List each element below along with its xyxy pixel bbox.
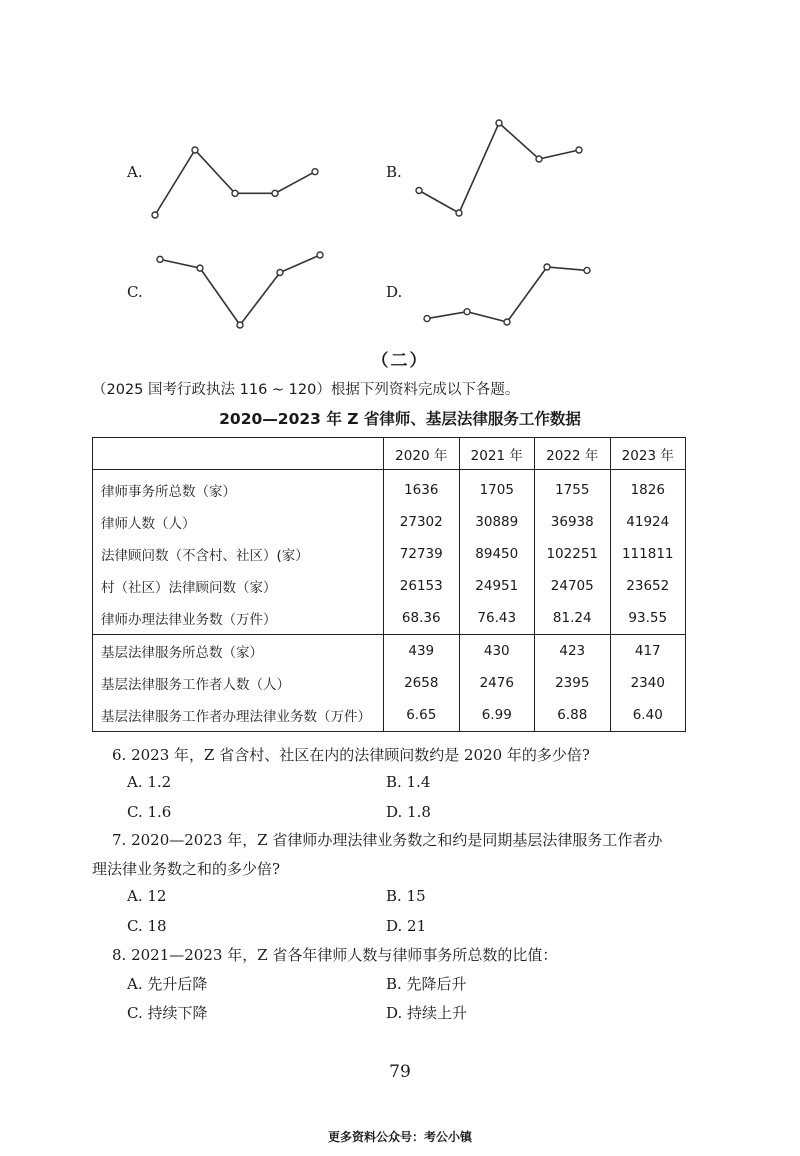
table-cell: 6.99 <box>459 699 535 732</box>
row-label: 律师办理法律业务数（万件） <box>93 602 384 635</box>
graph-option-d <box>422 262 592 327</box>
table-row <box>93 667 686 699</box>
table-cell: 89450 <box>459 538 535 570</box>
footer-text: 更多资料公众号：考公小镇 <box>327 1130 472 1144</box>
table-row <box>93 470 686 507</box>
question-8-option-c[interactable]: C. 持续下降 <box>127 1004 208 1022</box>
header-cell: 2020 年 <box>384 438 460 470</box>
header-cell: 2022 年 <box>535 438 611 470</box>
graph-option-a <box>150 145 320 220</box>
question-7-option-b[interactable]: B. 15 <box>386 887 426 905</box>
table-cell: 423 <box>535 635 611 668</box>
graph-point <box>576 147 582 153</box>
question-7-option-a[interactable]: A. 12 <box>127 887 167 905</box>
table-cell: 76.43 <box>459 602 535 635</box>
graph-point <box>536 156 542 162</box>
graph-option-b <box>414 118 584 218</box>
row-label: 基层法律服务工作者人数（人） <box>93 667 384 699</box>
question-6-option-b[interactable]: B. 1.4 <box>386 773 431 791</box>
question-8-option-b[interactable]: B. 先降后升 <box>386 975 467 993</box>
table-cell: 439 <box>384 635 460 668</box>
graph-point <box>424 316 430 322</box>
table-cell: 2395 <box>535 667 611 699</box>
graph-point <box>197 265 203 271</box>
graph-line <box>427 267 587 322</box>
graph-point <box>157 256 163 262</box>
question-8-text: 8. 2021—2023 年，Z 省各年律师人数与律师事务所总数的比值： <box>112 946 558 964</box>
table-cell: 2340 <box>610 667 686 699</box>
table-cell: 6.40 <box>610 699 686 732</box>
table-cell: 1755 <box>535 470 611 507</box>
question-8-option-d[interactable]: D. 持续上升 <box>386 1004 468 1022</box>
graph-point <box>464 309 470 315</box>
table-cell: 1826 <box>610 470 686 507</box>
graph-option-d-label: D. <box>386 283 403 301</box>
row-label: 律师事务所总数（家） <box>93 470 384 507</box>
table-cell: 81.24 <box>535 602 611 635</box>
table-header-row <box>93 438 686 470</box>
page-number: 79 <box>389 1062 411 1082</box>
table-row <box>93 699 686 732</box>
table-title: 2020—2023 年 Z 省律师、基层法律服务工作数据 <box>219 410 581 428</box>
table-cell: 6.65 <box>384 699 460 732</box>
graph-line <box>155 150 315 215</box>
row-label: 律师人数（人） <box>93 506 384 538</box>
graph-point <box>584 267 590 273</box>
question-7-text-cont: 理法律业务数之和的多少倍? <box>92 860 281 878</box>
table-cell: 102251 <box>535 538 611 570</box>
table-cell: 417 <box>610 635 686 668</box>
graph-point <box>317 252 323 258</box>
question-6-option-d[interactable]: D. 1.8 <box>386 803 431 821</box>
graph-point <box>312 169 318 175</box>
question-7-text: 7. 2020—2023 年，Z 省律师办理法律业务数之和约是同期基层法律服务工作者办 <box>112 831 663 849</box>
data-table <box>92 437 686 732</box>
table-cell: 2476 <box>459 667 535 699</box>
graph-point <box>416 188 422 194</box>
graph-point <box>152 212 158 218</box>
table-cell: 23652 <box>610 570 686 602</box>
table-cell: 41924 <box>610 506 686 538</box>
graph-line <box>160 255 320 325</box>
graph-point <box>232 190 238 196</box>
question-7-option-d[interactable]: D. 21 <box>386 917 427 935</box>
question-8-option-a[interactable]: A. 先升后降 <box>127 975 208 993</box>
graph-point <box>237 322 243 328</box>
table-cell: 2658 <box>384 667 460 699</box>
table-cell: 30889 <box>459 506 535 538</box>
table-cell: 1705 <box>459 470 535 507</box>
header-cell <box>93 438 384 470</box>
row-label: 基层法律服务工作者办理法律业务数（万件） <box>93 699 384 732</box>
table-row <box>93 506 686 538</box>
table-cell: 1636 <box>384 470 460 507</box>
graph-option-c <box>155 250 325 330</box>
table-cell: 24951 <box>459 570 535 602</box>
row-label: 基层法律服务所总数（家） <box>93 635 384 668</box>
graph-point <box>504 319 510 325</box>
graph-point <box>544 264 550 270</box>
table-cell: 111811 <box>610 538 686 570</box>
table-cell: 93.55 <box>610 602 686 635</box>
row-label: 村（社区）法律顾问数（家） <box>93 570 384 602</box>
graph-point <box>456 210 462 216</box>
table-cell: 27302 <box>384 506 460 538</box>
table-row <box>93 570 686 602</box>
graph-point <box>272 190 278 196</box>
question-6-option-a[interactable]: A. 1.2 <box>127 773 172 791</box>
intro-text: （2025 国考行政执法 116 ~ 120）根据下列资料完成以下各题。 <box>92 382 520 398</box>
table-cell: 72739 <box>384 538 460 570</box>
graph-line <box>419 123 579 213</box>
graph-option-c-label: C. <box>127 283 143 301</box>
table-cell: 6.88 <box>535 699 611 732</box>
header-cell: 2021 年 <box>459 438 535 470</box>
question-6-text: 6. 2023 年，Z 省含村、社区在内的法律顾问数约是 2020 年的多少倍? <box>112 746 590 764</box>
table-row <box>93 602 686 635</box>
graph-point <box>496 120 502 126</box>
header-cell: 2023 年 <box>610 438 686 470</box>
table-cell: 36938 <box>535 506 611 538</box>
table-row <box>93 635 686 668</box>
question-7-option-c[interactable]: C. 18 <box>127 917 167 935</box>
table-row <box>93 538 686 570</box>
question-6-option-c[interactable]: C. 1.6 <box>127 803 172 821</box>
section-title: （二） <box>371 351 429 371</box>
row-label: 法律顾问数（不含村、社区）(家） <box>93 538 384 570</box>
table-cell: 68.36 <box>384 602 460 635</box>
table-cell: 24705 <box>535 570 611 602</box>
table-cell: 430 <box>459 635 535 668</box>
graph-point <box>192 147 198 153</box>
table-cell: 26153 <box>384 570 460 602</box>
graph-option-b-label: B. <box>386 163 402 181</box>
graph-option-a-label: A. <box>127 163 143 181</box>
graph-point <box>277 270 283 276</box>
